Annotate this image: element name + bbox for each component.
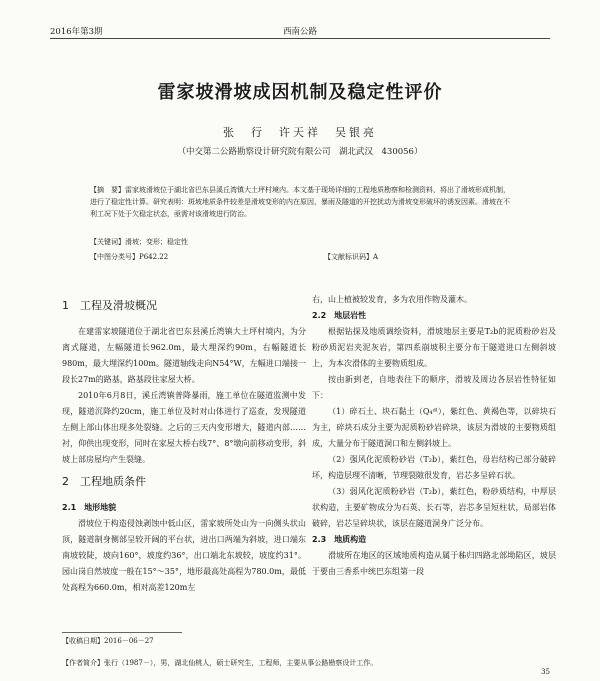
- document-code: 【文献标识码】A: [324, 253, 379, 261]
- subsection-heading: 2.1 地形地貌: [62, 503, 117, 512]
- authors: 张 行 许天祥 吴银亮: [223, 126, 377, 139]
- subsection-heading: 2.3 地质构造: [312, 535, 367, 544]
- paragraph: （3）弱风化泥质粉砂岩（T₂b），紫红色，粉砂质结构，中厚层状构造，主要矿物成分为石英、长石等，岩芯多呈短柱状，局部岩体破碎，岩芯呈碎块状，该层在隧道洞身广泛分布。: [312, 487, 556, 528]
- paragraph: （1）碎石土、块石黏土（Q₄ᵈˡ），紫红色、黄褐色等，以碎块石为主，碎块石成分主要为泥质粉砂岩碎块，该层为滑坡的主要物质组成，大量分布于隧道洞口和左侧斜坡上。: [312, 407, 556, 448]
- journal-name: 西南公路: [282, 27, 317, 37]
- paragraph: 右，山上植被较发育，多为农用作物及灌木。: [312, 295, 472, 304]
- affiliation: （中交第二公路勘察设计研究院有限公司 湖北武汉 430056）: [177, 147, 423, 157]
- paragraph: 2010年6月8日，溪丘湾镇普降暴雨，施工单位在隧道监测中发现，隧道沉降约20cm，施工单位及时对山体进行了巡查，发现隧道左侧上部山体出现多处裂缝。之后的三天内变形增大，隧道内部……衬，仰供出现变形，同时在家屋大桥右线7°、8°墩向前移动变形，斜坡上部房屋均产生裂缝。: [62, 391, 306, 464]
- paragraph: 滑坡所在地区的区域地质构造从属于秭归四路北部坳陷区，坡层于要由三香系中统巴东组第一段: [312, 551, 556, 576]
- paragraph: 在建雷家坡隧道位于湖北省巴东县溪丘湾镇大土坪村境内，为分离式隧道，左幅隧道长962.0m，最大埋深约90m，右幅隧道长980m，最大埋深约100m。隧道轴线走向N54°W，左幅进口端接一段长27m的路基，路基段往家屋大桥。: [62, 327, 306, 384]
- left-column: [62, 292, 306, 596]
- section-heading-2: 2 工程地质条件: [62, 475, 146, 488]
- subsection-heading: 2.2 地层岩性: [312, 311, 367, 320]
- paper-title: 雷家坡滑坡成因机制及稳定性评价: [157, 82, 443, 103]
- page-number: 35: [541, 668, 550, 676]
- paragraph: 滑坡位于构造侵蚀剥蚀中低山区，雷家坡所处山为一向侧头状山顶，隧道制身侧部呈较开阔的平台状，进出口两端为斜坡，进口端东南坡较陡，坡向160°，坡度约36°，出口端北东坡较，坡度约31°。园山岗自然坡度一般在15°～35°，地形最高处高程为780.0m，最低处高程为660.0m，相对高差120m左: [62, 519, 306, 592]
- paragraph: 根据钻探及地质调绘资料，滑坡地层主要是T₂b的泥质粉砂岩及粉砂质泥岩夹泥灰岩，第四系崩坡积主要分布于隧道进口左侧斜坡上，为本次滑体的主要物质组成。: [312, 327, 556, 368]
- issue-label: 2016年第3期: [50, 27, 103, 37]
- running-header: [50, 22, 550, 39]
- paragraph: 按由新到老，自地表往下的顺序，滑坡及周边各层岩性特征如下：: [312, 375, 556, 400]
- classification-number: 【中图分类号】P642.22: [90, 253, 169, 261]
- keywords: 【关键词】滑坡；变形；稳定性: [90, 238, 188, 246]
- paragraph: （2）强风化泥质粉砂岩（T₂b），紫红色，母岩结构已部分破碎坏，构造层理不清晰，节理裂隙很发育，岩芯多呈碎石状。: [312, 455, 556, 480]
- footnote-received: 【收稿日期】2016－06－27: [62, 632, 182, 647]
- footnote-author-bio: 【作者简介】张行（1987－），男，湖北仙桃人，硕士研究生，工程师，主要从事公路勘察设计工作。: [62, 659, 378, 667]
- right-column: [312, 292, 556, 580]
- abstract: 【摘 要】雷家坡滑坡位于湖北省巴东县溪丘湾镇大土坪村境内。本文基于现场详细的工程地质勘察和检测资料，将出了滑坡形成机制，进行了稳定性计算。研究表明：斑坡地质条件较差是滑坡变形的内在原因，暴雨及隧道的开挖扰动为滑坡变形破坏的诱发因素。滑坡在不利工况下处于欠稳定状态，亟需对该滑坡进行防治。: [90, 186, 510, 218]
- section-heading-1: 1 工程及滑坡概况: [62, 299, 157, 312]
